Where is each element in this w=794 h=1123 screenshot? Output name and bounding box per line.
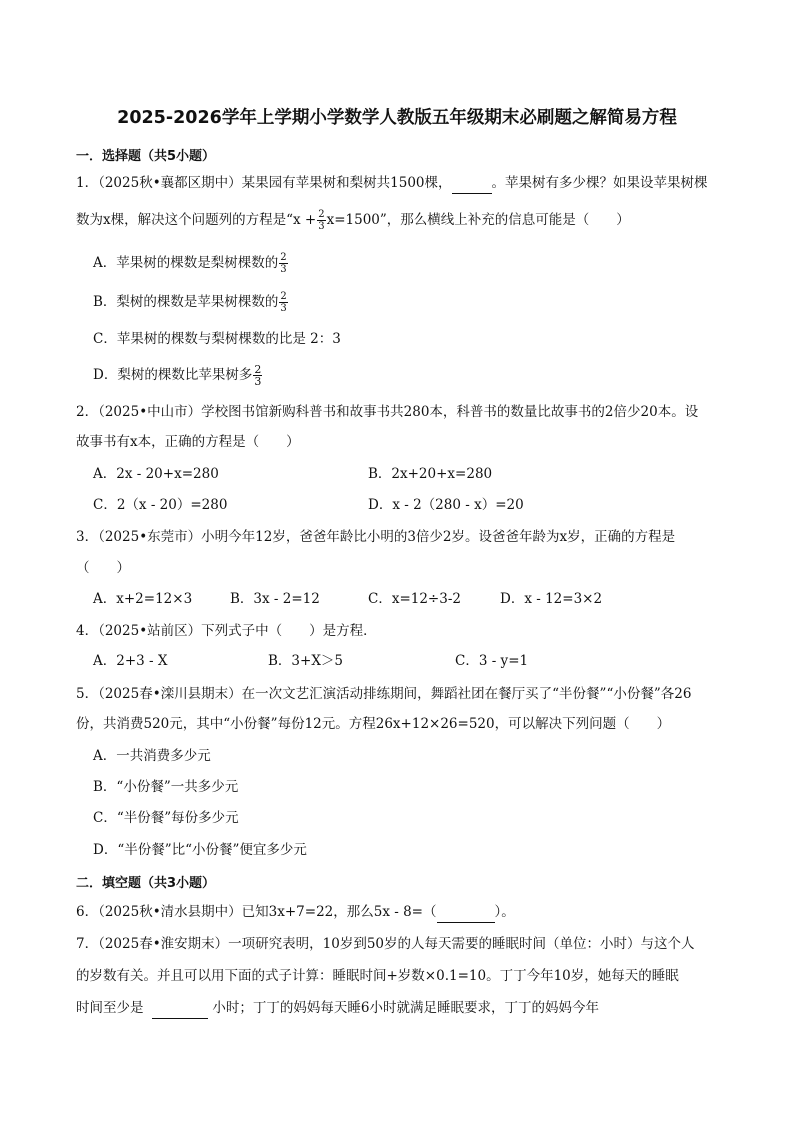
fraction-two-thirds: $\frac{2}{3}$ [254, 363, 262, 388]
question-3-line-2: （ ） [76, 560, 130, 576]
question-4-option-a: A．2+3 - X [93, 653, 168, 669]
question-5-option-b: B．“小份餐”一共多少元 [93, 779, 239, 795]
question-1-option-a: A．苹果树的棵数是梨树棵数的 $\frac{2}{3}$ [93, 252, 287, 275]
question-1-option-d: D．梨树的棵数比苹果树多 $\frac{2}{3}$ [93, 363, 262, 388]
question-1-option-c: C．苹果树的棵数与梨树棵数的比是 2：3 [93, 331, 341, 347]
question-2-line-2: 故事书有x本，正确的方程是（ ） [76, 434, 300, 450]
question-4-line-1: 4．（2025•站前区）下列式子中（ ）是方程． [76, 623, 377, 639]
question-4-option-b: B．3+X＞5 [268, 653, 344, 669]
question-2-option-a: A．2x - 20+x=280 [93, 466, 219, 482]
document-title: 2025-2026学年上学期小学数学人教版五年级期末必刷题之解简易方程 [117, 108, 677, 128]
question-4-option-c: C．3 - y=1 [455, 653, 529, 669]
question-7-line-1: 7．（2025春•淮安期末）一项研究表明，10岁到50岁的人每天需要的睡眠时间（单位：小时）与这个人 [76, 936, 695, 952]
fraction-two-thirds: $\frac{2}{3}$ [280, 252, 287, 275]
answer-blank [452, 173, 492, 194]
question-7-line-2: 的岁数有关。并且可以用下面的式子计算：睡眠时间+岁数×0.1=10。丁丁今年10岁，她每天的睡眠 [76, 968, 679, 984]
question-2-option-d: D．x - 2（280 - x）=20 [368, 497, 524, 513]
question-7-line-3: 时间至少是 小时；丁丁的妈妈每天睡6小时就满足睡眠要求，丁丁的妈妈今年 [76, 998, 599, 1019]
question-5-option-a: A．一共消费多少元 [93, 748, 211, 764]
question-3-option-c: C．x=12÷3-2 [368, 591, 461, 607]
section-heading-fill-blank: 二．填空题（共3小题） [76, 876, 216, 891]
question-5-option-c: C．“半份餐”每份多少元 [93, 810, 239, 826]
question-2-option-c: C．2（x - 20）=280 [93, 497, 228, 513]
question-3-line-1: 3．（2025•东莞市）小明今年12岁，爸爸年龄比小明的3倍少2岁。设爸爸年龄为x岁，正确的方程是 [76, 529, 676, 545]
question-5-option-d: D．“半份餐”比“小份餐”便宜多少元 [93, 842, 307, 858]
question-3-option-d: D．x - 12=3×2 [500, 591, 603, 607]
section-heading-choice: 一．选择题（共5小题） [76, 149, 216, 164]
answer-blank [437, 902, 495, 923]
question-2-option-b: B．2x+20+x=280 [368, 466, 493, 482]
question-3-option-b: B．3x - 2=12 [230, 591, 320, 607]
answer-blank [152, 998, 208, 1019]
question-1-option-b: B．梨树的棵数是苹果树棵数的 $\frac{2}{3}$ [93, 291, 287, 314]
question-2-line-1: 2．（2025•中山市）学校图书馆新购科普书和故事书共280本，科普书的数量比故事书的2倍少20本。设 [76, 404, 699, 420]
question-1-line-1: 1．（2025秋•襄都区期中）某果园有苹果树和梨树共1500棵， 。苹果树有多少棵？如果设苹果树棵 [76, 173, 708, 194]
question-5-line-2: 份，共消费520元，其中“小份餐”每份12元。方程26x+12×26=520，可以解决下列问题（ ） [76, 716, 671, 732]
fraction-two-thirds: $\frac{2}{3}$ [280, 291, 287, 314]
question-6-line-1: 6．（2025秋•清水县期中）已知3x+7=22，那么5x - 8=（ ）。 [76, 902, 515, 923]
question-3-option-a: A．x+2=12×3 [93, 591, 193, 607]
fraction-two-thirds: $\frac{2}{3}$ [318, 209, 325, 232]
question-5-line-1: 5．（2025春•滦川县期末）在一次文艺汇演活动排练期间，舞蹈社团在餐厅买了“半份餐”“小份餐”各26 [76, 686, 692, 702]
question-1-line-2: 数为x棵，解决这个问题列的方程是“x + $\frac{2}{3}$ x=1500”，那么横线上补充的信息可能是（ ） [76, 209, 630, 232]
